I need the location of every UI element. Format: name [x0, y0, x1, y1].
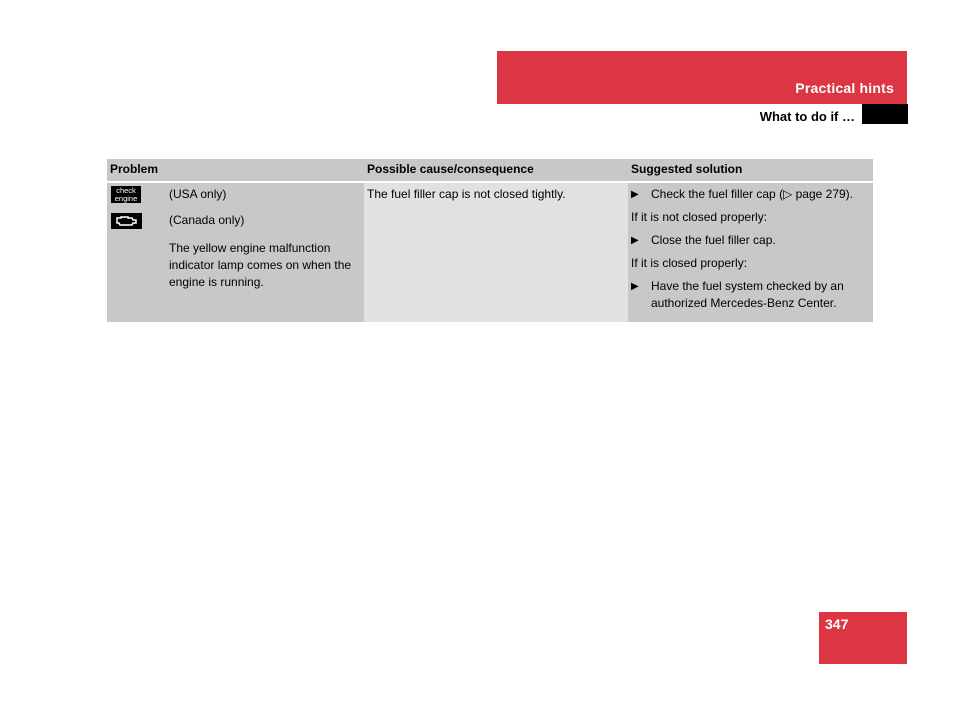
problem-canada: [110, 212, 361, 234]
header-solution: Suggested solution: [628, 159, 873, 182]
problem-description: The yellow engine malfunction indicator lamp comes on when the engine is running.: [169, 240, 352, 289]
page-number-box: [819, 612, 907, 664]
check-engine-icon: check engine: [111, 186, 141, 203]
header-problem: Problem: [107, 159, 364, 182]
problem-cell: [107, 182, 364, 322]
solution-note-2: If it is closed properly:: [631, 256, 748, 270]
solution-cell: [628, 182, 873, 322]
subsection-tab-marker: [862, 104, 908, 124]
problem-usa: [110, 186, 361, 206]
bullet-icon: ▶: [631, 189, 639, 200]
cause-cell: The fuel filler cap is not closed tightly.: [364, 182, 628, 322]
solution-note-1: If it is not closed properly:: [631, 210, 768, 224]
bullet-icon: ▶: [631, 235, 639, 246]
bullet-icon: ▶: [631, 281, 639, 292]
problem-description-row: [110, 240, 361, 291]
usa-label: (USA only): [169, 187, 227, 201]
section-title: Practical hints: [795, 80, 894, 96]
table-row: [107, 182, 873, 322]
engine-icon: [111, 213, 142, 229]
troubleshooting-table: [107, 159, 873, 322]
solution-step-text: Close the fuel filler cap.: [651, 233, 776, 247]
header-cause: Possible cause/consequence: [364, 159, 628, 182]
solution-step-3: [631, 278, 870, 312]
table-header-row: [107, 159, 873, 182]
solution-step-text: Have the fuel system checked by an authorized Mercedes-Benz Center.: [651, 279, 844, 310]
solution-step-1: [631, 186, 870, 203]
page-number: 347: [825, 616, 849, 632]
subsection-title: What to do if …: [759, 109, 855, 124]
canada-label: (Canada only): [169, 212, 245, 227]
solution-step-2: [631, 232, 870, 249]
solution-step-text: Check the fuel filler cap (▷ page 279).: [651, 187, 854, 201]
section-header-bar: [497, 51, 907, 104]
